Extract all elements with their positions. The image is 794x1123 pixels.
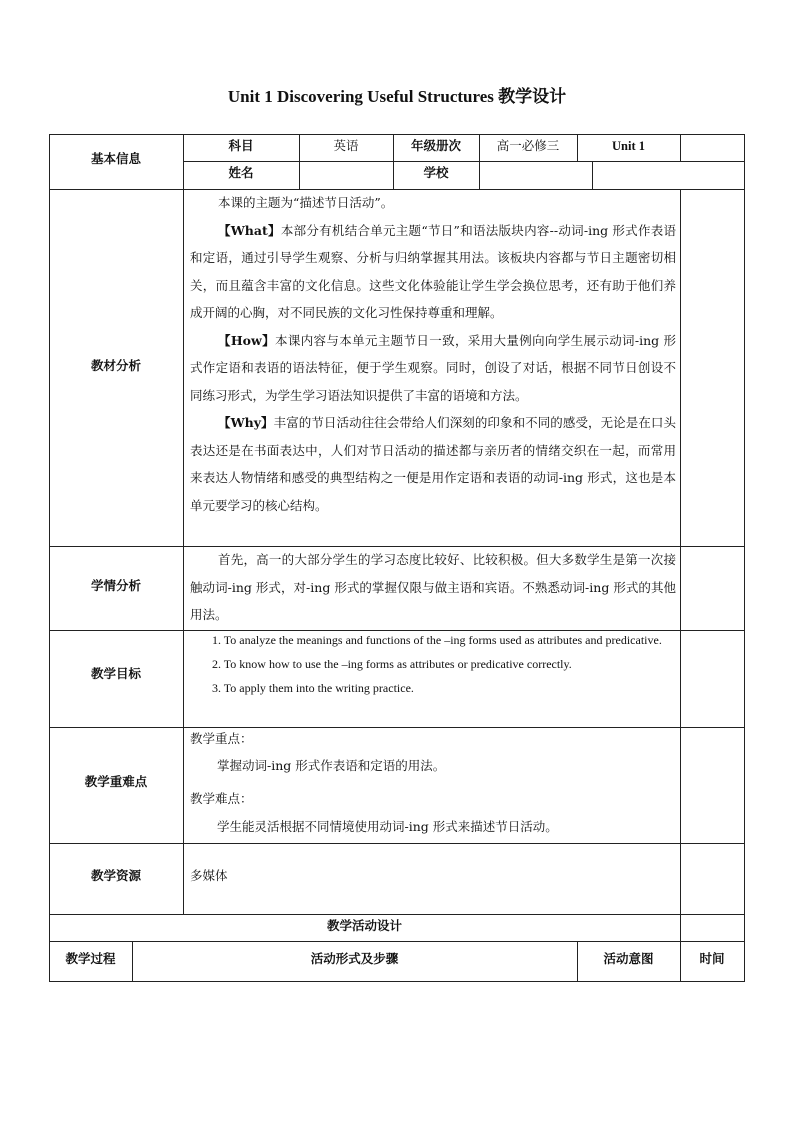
resources-label: 教学资源 xyxy=(90,868,141,883)
goal-item-2: 2. To know how to use the –ing forms as attributes or predicative correctly. xyxy=(212,657,572,671)
col-steps-header: 活动形式及步骤 xyxy=(310,951,399,966)
student-analysis-label: 学情分析 xyxy=(90,578,141,593)
difficulty-label: 教学难点： xyxy=(190,791,253,806)
document-title: Unit 1 Discovering Useful Structures 教学设计 xyxy=(227,87,567,106)
col-time-header: 时间 xyxy=(699,951,725,966)
what-text: 本部分有机结合单元主题“节日”和语法版块内容--动词-ing 形式作表语和定语，通过引导学生观察、分析与归纳掌握其用法。该板块内容都与节日主题密切相关，而且蕴含丰富的文化信息。这些文化体验能让学生学会换位思考，还有助于他们养成开阔的心胸，对不同民族的文化习性保持尊重和理解。 xyxy=(190,222,677,320)
unit-value: Unit 1 xyxy=(612,139,645,153)
goal-item-3: 3. To apply them into the writing practice. xyxy=(212,681,414,695)
basic-info-label: 基本信息 xyxy=(90,151,141,166)
student-analysis-paragraph: 首先，高一的大部分学生的学习态度比较好、比较积极。但大多数学生是第一次接触动词-ing 形式，对-ing 形式的掌握仅限与做主语和宾语。不熟悉动词-ing 形式的其他用法。 xyxy=(190,552,676,622)
material-analysis-text xyxy=(190,189,676,519)
difficulty-text: 学生能灵活根据不同情境使用动词-ing 形式来描述节日活动。 xyxy=(217,819,558,834)
material-intro: 本课的主题为“描述节日活动”。 xyxy=(218,195,394,210)
material-analysis-label: 教材分析 xyxy=(90,358,141,373)
why-tag: 【Why】 xyxy=(218,415,274,430)
name-label: 姓名 xyxy=(228,165,254,180)
grade-label: 年级册次 xyxy=(410,138,461,153)
resources-value: 多媒体 xyxy=(190,868,228,883)
how-tag: 【How】 xyxy=(218,332,275,348)
focus-label: 教学重点： xyxy=(190,731,253,746)
school-label: 学校 xyxy=(423,165,449,180)
goal-item-1: 1. To analyze the meanings and functions of the –ing forms used as attributes and predicative. xyxy=(212,633,662,647)
subject-label: 科目 xyxy=(228,138,254,153)
how-text: 本课内容与本单元主题节日一致，采用大量例向向学生展示动词-ing 形式作定语和表语的语法特征，便于学生观察。同时，创设了对话，根据不同节日创设不同练习形式，为学生学习语法知识提供了丰富的语境和方法。 xyxy=(190,332,676,403)
col-intent-header: 活动意图 xyxy=(603,951,654,966)
student-analysis-text xyxy=(190,546,676,629)
subject-value: 英语 xyxy=(333,138,359,153)
teaching-goals-list xyxy=(190,628,676,700)
why-text: 丰富的节日活动往往会带给人们深刻的印象和不同的感受，无论是在口头表达还是在书面表达中，人们对节日活动的描述都与亲历者的情绪交织在一起，而常用来表达人物情绪和感受的典型结构之一便是用作定语和表语的动词-ing 形式，这也是本单元要学习的核心结构。 xyxy=(190,415,676,513)
col-process-header: 教学过程 xyxy=(65,951,116,966)
teaching-goals-label: 教学目标 xyxy=(90,666,141,681)
what-tag: 【What】 xyxy=(218,222,281,238)
material-how xyxy=(190,327,676,410)
grade-value: 高一必修三 xyxy=(496,138,560,153)
focus-text: 掌握动词-ing 形式作表语和定语的用法。 xyxy=(217,758,446,773)
key-difficult-points-label: 教学重难点 xyxy=(84,774,148,789)
activity-design-heading: 教学活动设计 xyxy=(326,918,402,933)
material-what xyxy=(190,217,676,327)
material-why xyxy=(190,409,676,519)
